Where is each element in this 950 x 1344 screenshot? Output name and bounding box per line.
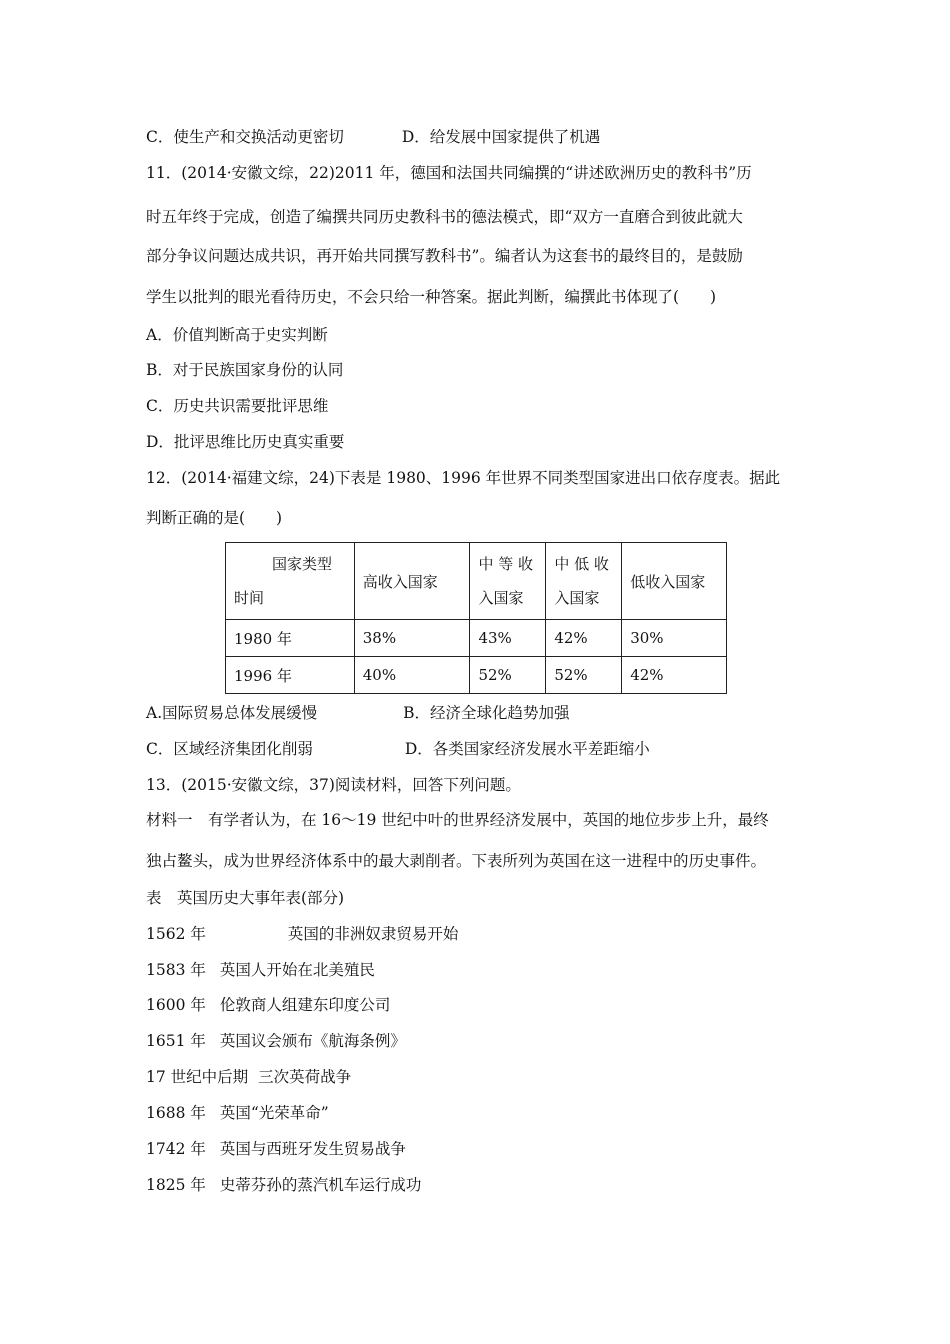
event-text: 三次英荷战争 — [258, 1068, 352, 1086]
corner-top-label: 国家类型 — [272, 555, 333, 573]
table-header-row — [226, 543, 727, 620]
table-cell: 40% — [354, 657, 470, 694]
q11-option-d: D．批评思维比历史真实重要 — [146, 433, 345, 451]
q10-options-row — [146, 127, 600, 147]
q12-options-row-2 — [146, 739, 650, 759]
event-year: 1562 年 — [146, 925, 206, 943]
event-text: 史蒂芬孙的蒸汽机车运行成功 — [219, 1176, 422, 1194]
corner-bottom-label: 时间 — [234, 589, 265, 607]
table-cell: 52% — [470, 657, 546, 694]
q13-material-line-1: 材料一 有学者认为，在 16～19 世纪中叶的世界经济发展中，英国的地位步步上升，最终 — [146, 811, 769, 829]
q12-option-b: B．经济全球化趋势加强 — [403, 704, 570, 722]
q10-option-d: D．给发展中国家提供了机遇 — [401, 128, 601, 146]
q12-option-c: C．区域经济集团化削弱 — [146, 740, 313, 758]
table-row — [226, 657, 727, 694]
dependency-table — [225, 542, 727, 694]
table-cell: 1980 年 — [226, 620, 355, 657]
q11-option-b: B．对于民族国家身份的认同 — [146, 361, 344, 379]
header-low-income: 低收入国家 — [622, 543, 727, 620]
table-cell: 43% — [470, 620, 546, 657]
table-corner-cell — [226, 543, 355, 620]
q10-option-c: C．使生产和交换活动更密切 — [146, 128, 344, 146]
header-high-income: 高收入国家 — [354, 543, 470, 620]
event-text: 英国“光荣革命” — [219, 1104, 329, 1122]
event-row — [146, 1139, 406, 1159]
table-cell: 52% — [546, 657, 622, 694]
q13-stem: 13．(2015·安徽文综，37)阅读材料，回答下列问题。 — [146, 776, 521, 794]
q11-option-a: A．价值判断高于史实判断 — [146, 326, 328, 344]
event-year: 1651 年 — [146, 1032, 206, 1050]
event-row — [146, 924, 458, 944]
event-row — [146, 1067, 351, 1087]
event-year: 1825 年 — [146, 1176, 206, 1194]
event-year: 1583 年 — [146, 961, 206, 979]
q12-stem-line-2: 判断正确的是( ) — [146, 509, 283, 527]
event-row — [146, 1175, 421, 1195]
event-year: 1742 年 — [146, 1140, 206, 1158]
event-text: 英国的非洲奴隶贸易开始 — [287, 925, 459, 943]
table-cell: 42% — [622, 657, 727, 694]
event-row — [146, 1031, 406, 1051]
q11-stem-line-2: 时五年终于完成，创造了编撰共同历史教科书的德法模式，即“双方一直磨合到彼此就大 — [146, 208, 743, 226]
event-text: 英国与西班牙发生贸易战争 — [219, 1140, 406, 1158]
event-text: 英国人开始在北美殖民 — [219, 961, 375, 979]
table-row — [226, 620, 727, 657]
table-cell: 42% — [546, 620, 622, 657]
event-year: 1688 年 — [146, 1104, 206, 1122]
event-row — [146, 995, 390, 1015]
header-lower-middle-income: 中 低 收 入国家 — [546, 543, 622, 620]
q13-table-caption: 表 英国历史大事年表(部分) — [146, 889, 345, 907]
event-row — [146, 1103, 329, 1123]
event-year: 1600 年 — [146, 996, 206, 1014]
q12-option-d: D．各类国家经济发展水平差距缩小 — [404, 740, 650, 758]
q12-option-a: A.国际贸易总体发展缓慢 — [146, 704, 318, 722]
event-year: 17 世纪中后期 — [146, 1068, 249, 1086]
q11-option-c: C．历史共识需要批评思维 — [146, 397, 329, 415]
table-cell: 1996 年 — [226, 657, 355, 694]
event-text: 英国议会颁布《航海条例》 — [219, 1032, 406, 1050]
q11-stem-line-1: 11．(2014·安徽文综，22)2011 年，德国和法国共同编撰的“讲述欧洲历史的教科书”历 — [146, 164, 752, 182]
table-cell: 30% — [622, 620, 727, 657]
q11-stem-line-3: 部分争议问题达成共识，再开始共同撰写教科书”。编者认为这套书的最终目的，是鼓励 — [146, 247, 743, 265]
table-cell: 38% — [354, 620, 470, 657]
event-row — [146, 960, 375, 980]
header-middle-income: 中 等 收 入国家 — [470, 543, 546, 620]
event-text: 伦敦商人组建东印度公司 — [219, 996, 391, 1014]
q12-options-row-1 — [146, 703, 570, 723]
q11-stem-line-4: 学生以批判的眼光看待历史，不会只给一种答案。据此判断，编撰此书体现了( ) — [146, 288, 717, 306]
q12-stem-line-1: 12．(2014·福建文综，24)下表是 1980、1996 年世界不同类型国家进出口依存度表。据此 — [146, 469, 781, 487]
q13-material-line-2: 独占鳌头，成为世界经济体系中的最大剥削者。下表所列为英国在这一进程中的历史事件。 — [146, 852, 767, 870]
